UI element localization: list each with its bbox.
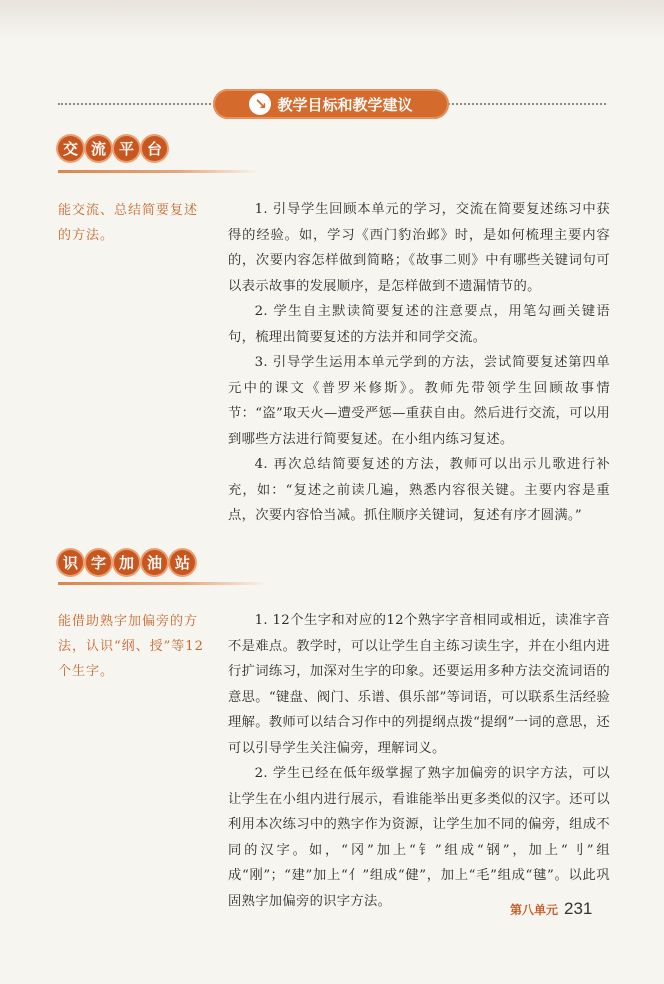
- page-top-shadow: [0, 0, 664, 40]
- title-char-badge: 字: [86, 550, 111, 575]
- section-underline: [58, 170, 258, 173]
- side-note-goal: 能借助熟字加偏旁的方法，认识“纲、授”等12个生字。: [58, 614, 204, 679]
- title-char-badge: 交: [58, 136, 83, 161]
- section-underline: [58, 582, 268, 585]
- section2-body: [228, 608, 610, 914]
- section-header-banner: [213, 89, 449, 119]
- page-number: 231: [564, 899, 593, 918]
- paragraph: 1. 引导学生回顾本单元的学习，交流在简要复述练习中获得的经验。如，学习《西门豹治邺》时，是如何梳理主要内容的，次要内容怎样做到简略；《故事二则》中有哪些关键词句可以表示故事的发展顺序，是怎样做到不遗漏情节的。: [228, 202, 610, 294]
- header-title: 教学目标和教学建议: [277, 95, 413, 114]
- paragraph: 4. 再次总结简要复述的方法，教师可以出示儿歌进行补充，如：“复述之前读几遍，熟悉内容很关键。主要内容是重点，次要内容恰当减。抓住顺序关键词，复述有序才圆满。”: [228, 457, 610, 523]
- paragraph: 2. 学生自主默读简要复述的注意要点，用笔勾画关键语句，梳理出简要复述的方法并和同学交流。: [228, 304, 610, 345]
- section1-body: [228, 197, 610, 529]
- title-char-badge: 流: [86, 136, 111, 161]
- section-title-literacy-station: [58, 550, 198, 575]
- title-char-badge: 油: [142, 550, 167, 575]
- side-note-goal: 能交流、总结简要复述的方法。: [58, 203, 199, 243]
- paragraph: 3. 引导学生运用本单元学到的方法，尝试简要复述第四单元中的课文《普罗米修斯》。教师先带领学生回顾故事情节：“盗”取天火—遭受严惩—重获自由。然后进行交流，可以用到哪些方法进行简要复述。在小组内练习复述。: [228, 355, 610, 447]
- title-char-badge: 站: [170, 550, 195, 575]
- paragraph: 2. 学生已经在低年级掌握了熟字加偏旁的识字方法，可以让学生在小组内进行展示，看谁能举出更多类似的汉字。还可以利用本次练习中的熟字作为资源，让学生加不同的偏旁，组成不同的汉字。如，“冈”加上“钅”组成“钢”，加上“刂”组成“刚”；“建”加上“亻”组成“健”，加上“毛”组成“毽”。以此巩固熟字加偏旁的识字方法。: [228, 766, 610, 909]
- section-title-exchange-platform: [58, 136, 170, 161]
- title-char-badge: 台: [142, 136, 167, 161]
- header-dotted-line-right: [448, 103, 606, 105]
- title-char-badge: 平: [114, 136, 139, 161]
- header-dotted-line-left: [58, 103, 218, 105]
- page-footer: [510, 899, 592, 919]
- title-char-badge: 加: [114, 550, 139, 575]
- arrow-down-right-icon: ↘: [249, 93, 271, 115]
- paragraph: 1. 12个生字和对应的12个熟字字音相同或相近，读准字音不是难点。教学时，可以让学生自主练习读生字，并在小组内进行扩词练习，加深对生字的印象。还要运用多种方法交流词语的意思。“键盘、阀门、乐谱、俱乐部”等词语，可以联系生活经验理解。教师可以结合习作中的列提纲点拨“提纲”一词的意思，还可以引导学生关注偏旁，理解词义。: [228, 613, 610, 756]
- title-char-badge: 识: [58, 550, 83, 575]
- footer-unit-label: 第八单元: [510, 903, 559, 917]
